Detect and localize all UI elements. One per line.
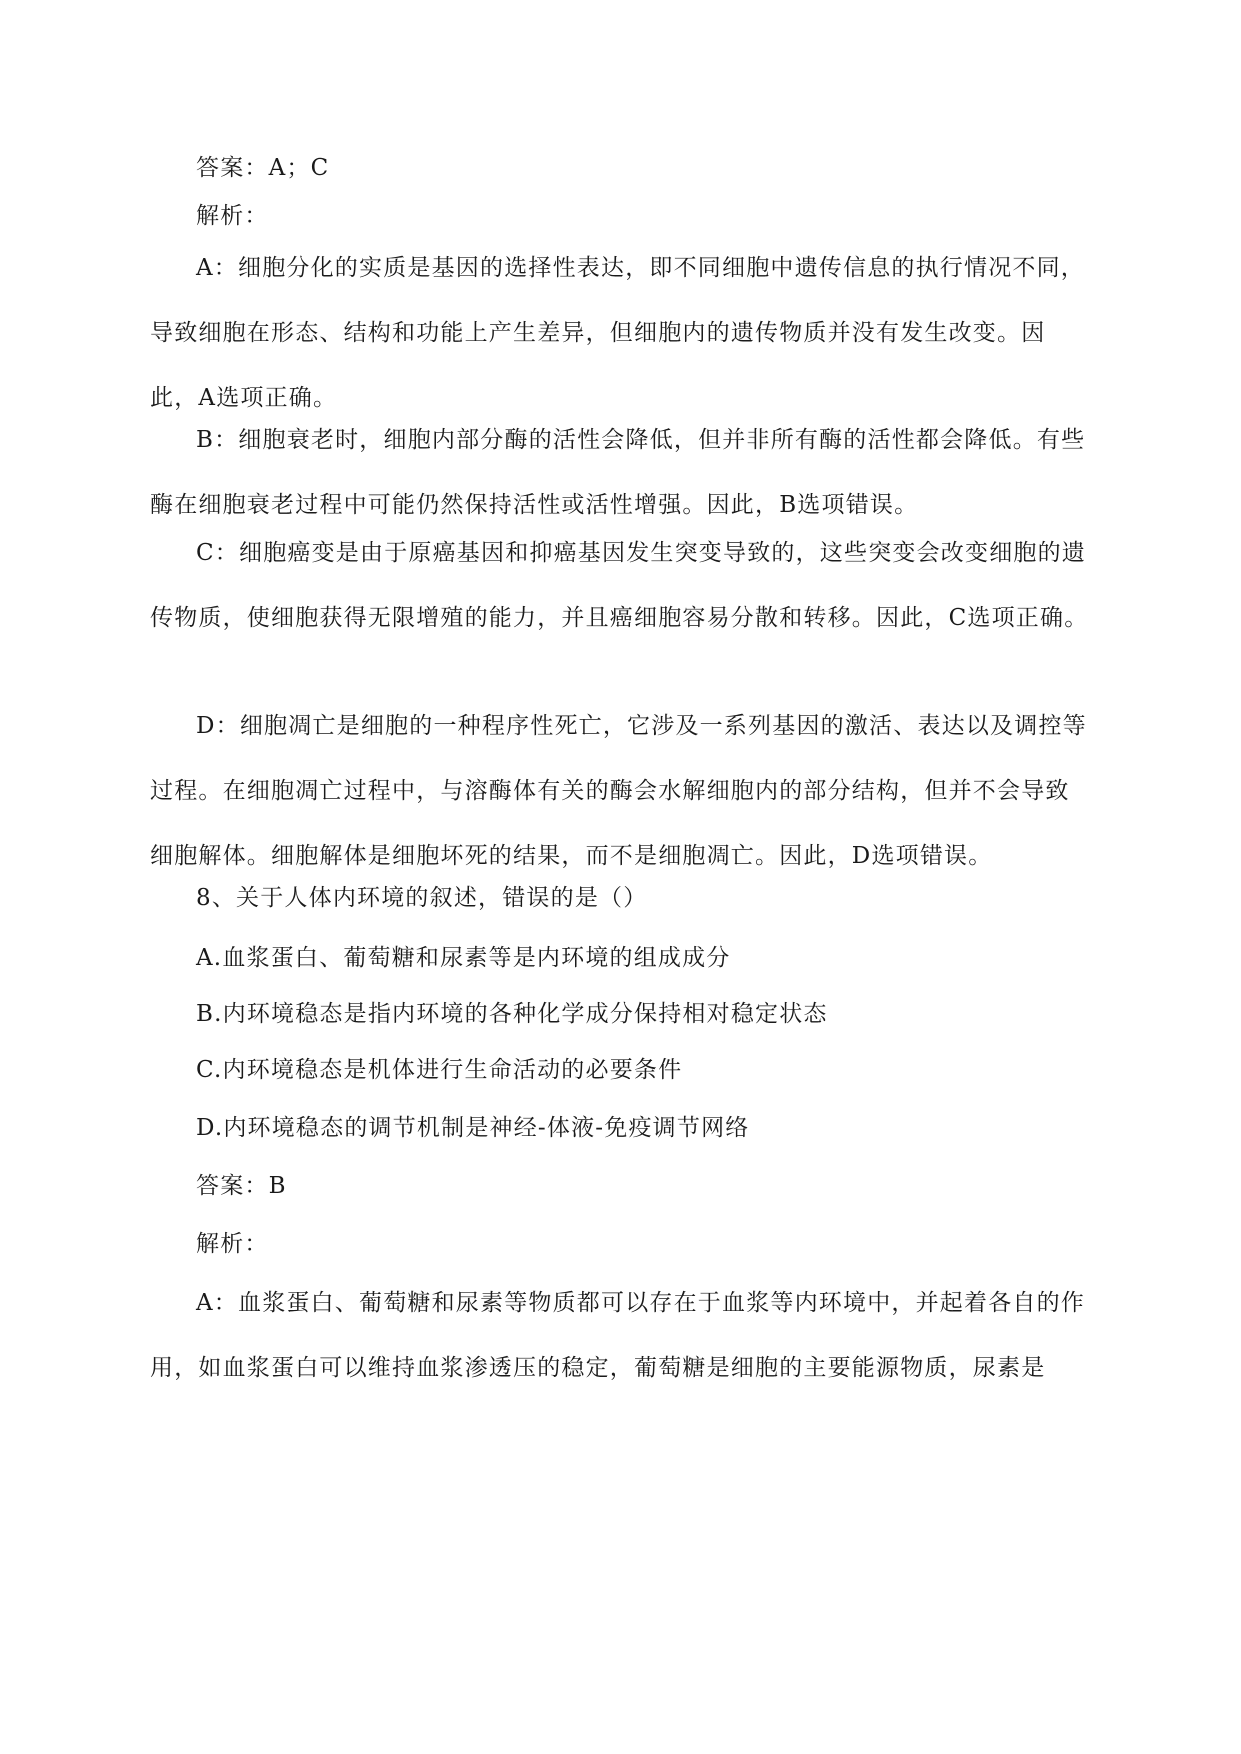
q8-option-b: B.内环境稳态是指内环境的各种化学成分保持相对稳定状态 [196,1001,828,1027]
q8-stem: 8、关于人体内环境的叙述，错误的是（） [196,885,648,911]
q8-option-a: A.血浆蛋白、葡萄糖和尿素等是内环境的组成成分 [196,945,731,971]
q8-option-c: C.内环境稳态是机体进行生命活动的必要条件 [196,1057,683,1083]
q7-analysis-d: D：细胞凋亡是细胞的一种程序性死亡，它涉及一系列基因的激活、表达以及调控等过程。在细胞凋亡过程中，与溶酶体有关的酶会水解细胞内的部分结构，但并不会导致细胞解体。细胞解体是细胞坏死的结果，而不是细胞凋亡。因此，D选项错误。 [150,713,1087,869]
q7-answer: 答案：A；C [196,155,330,181]
q7-analysis-b: B：细胞衰老时，细胞内部分酶的活性会降低，但并非所有酶的活性都会降低。有些酶在细胞衰老过程中可能仍然保持活性或活性增强。因此，B选项错误。 [150,427,1086,518]
q7-analysis-c: C：细胞癌变是由于原癌基因和抑癌基因发生突变导致的，这些突变会改变细胞的遗传物质，使细胞获得无限增殖的能力，并且癌细胞容易分散和转移。因此，C选项正确。 [150,540,1089,631]
q7-analysis-label: 解析： [196,203,269,229]
q7-analysis-a: A：细胞分化的实质是基因的选择性表达，即不同细胞中遗传信息的执行情况不同，导致细胞在形态、结构和功能上产生差异，但细胞内的遗传物质并没有发生改变。因此，A选项正确。 [150,255,1086,411]
q8-answer: 答案：B [196,1173,287,1199]
q8-option-d: D.内环境稳态的调节机制是神经-体液-免疫调节网络 [196,1115,750,1141]
q8-analysis-label: 解析： [196,1231,269,1257]
q8-analysis-a: A：血浆蛋白、葡萄糖和尿素等物质都可以存在于血浆等内环境中，并起着各自的作用，如血浆蛋白可以维持血浆渗透压的稳定，葡萄糖是细胞的主要能源物质，尿素是 [150,1290,1086,1381]
